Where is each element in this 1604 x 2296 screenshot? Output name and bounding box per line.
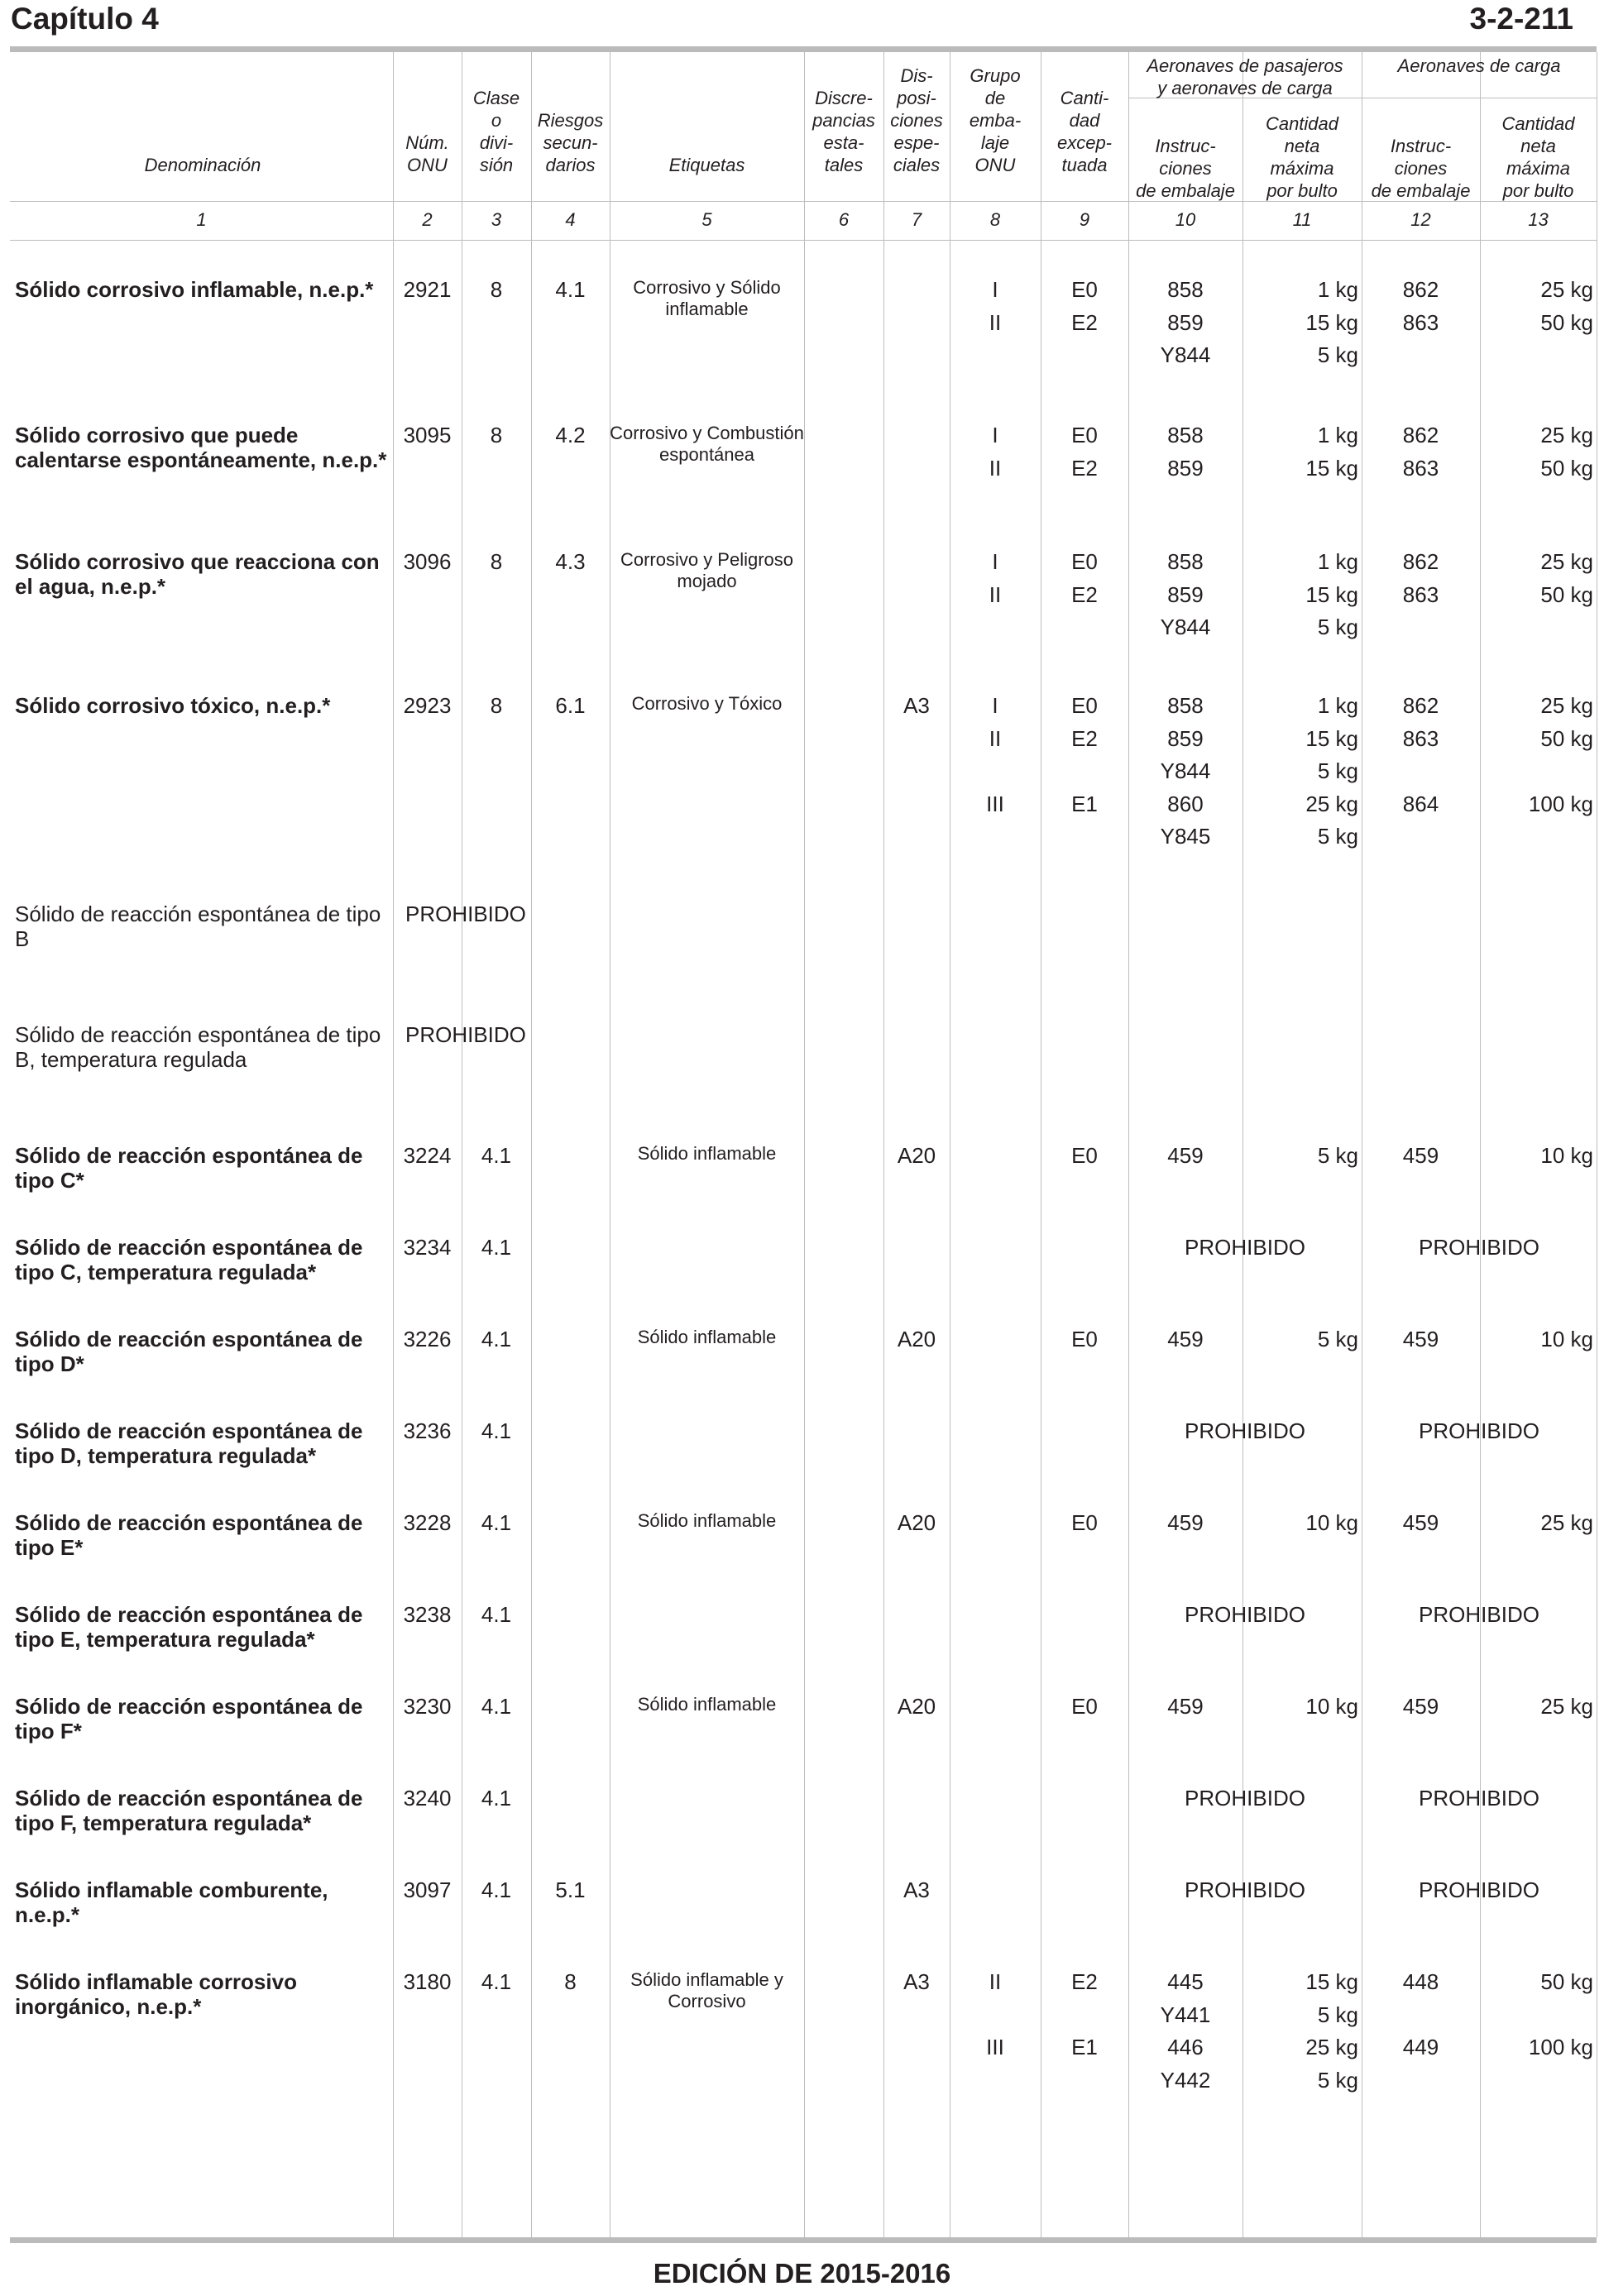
- col-header-etiquetas: Etiquetas: [668, 155, 745, 175]
- special-provision: A20: [897, 1143, 936, 1168]
- column-number: 3: [491, 209, 502, 230]
- cargo-packing-instruction: 459: [1402, 1694, 1439, 1719]
- pax-packing-instruction: 459: [1167, 1694, 1204, 1719]
- un-number: 3096: [403, 549, 452, 574]
- top-rule: [10, 46, 1597, 52]
- entry-name: Sólido corrosivo que puede calentarse espontáneamente, n.e.p.*: [15, 423, 387, 472]
- cargo-packing-instruction: 863: [1402, 309, 1439, 335]
- un-number: 2921: [403, 277, 452, 302]
- pax-packing-instruction: 445: [1167, 1969, 1204, 1994]
- pax-packing-instruction: 459: [1167, 1510, 1204, 1535]
- col-header-cantidad-exceptuada: Canti- dad excep- tuada: [1056, 88, 1113, 175]
- un-number: 3236: [403, 1418, 452, 1443]
- cargo-packing-instruction: 863: [1402, 581, 1439, 607]
- pax-max-net-qty: 10 kg: [1305, 1694, 1358, 1719]
- packing-group: I: [992, 693, 998, 718]
- cargo-packing-instruction: 864: [1402, 791, 1439, 816]
- cargo-max-net-qty: 25 kg: [1540, 1694, 1593, 1719]
- entry-name: Sólido corrosivo inflamable, n.e.p.*: [15, 277, 374, 302]
- pax-max-net-qty: 5 kg: [1317, 2067, 1358, 2093]
- row-divider: [10, 240, 1597, 241]
- pax-forbidden-text: PROHIBIDO: [1185, 1418, 1305, 1443]
- pax-packing-instruction: 859: [1167, 581, 1204, 607]
- class-division: 4.1: [481, 1327, 512, 1351]
- col-header-denominacion: Denominación: [144, 155, 261, 175]
- cargo-forbidden-text: PROHIBIDO: [1419, 1235, 1539, 1260]
- cargo-forbidden-text: PROHIBIDO: [1419, 1418, 1539, 1443]
- pax-packing-instruction: 859: [1167, 309, 1204, 335]
- class-division: 4.1: [481, 1786, 512, 1810]
- special-provision: A3: [903, 1969, 930, 1994]
- class-division: 4.1: [481, 1235, 512, 1260]
- excepted-quantity: E2: [1071, 581, 1098, 607]
- pax-packing-instruction: 459: [1167, 1327, 1204, 1351]
- cargo-max-net-qty: 50 kg: [1540, 1969, 1593, 1994]
- cargo-packing-instruction: 448: [1402, 1969, 1439, 1994]
- forbidden-text: PROHIBIDO: [405, 1022, 526, 1047]
- excepted-quantity: E2: [1071, 1969, 1098, 1994]
- cargo-max-net-qty: 50 kg: [1540, 725, 1593, 751]
- column-number: 13: [1528, 209, 1549, 230]
- excepted-quantity: E0: [1071, 1327, 1098, 1351]
- pax-forbidden-text: PROHIBIDO: [1185, 1877, 1305, 1902]
- entry-name: Sólido inflamable corrosivo inorgánico, n.e.p.*: [15, 1969, 297, 2019]
- page-number: 3-2-211: [1469, 2, 1573, 36]
- excepted-quantity: E1: [1071, 2035, 1098, 2059]
- column-divider: [1128, 52, 1129, 2237]
- pax-packing-instruction: Y442: [1160, 2067, 1211, 2093]
- special-provision: A3: [903, 1877, 930, 1902]
- packing-group: I: [992, 277, 998, 302]
- col-header-pasajeros-group: Aeronaves de pasajeros y aeronaves de carga: [1147, 55, 1343, 98]
- un-number: 3228: [403, 1510, 452, 1535]
- pax-max-net-qty: 5 kg: [1317, 2002, 1358, 2027]
- class-division: 4.1: [481, 1969, 512, 1994]
- forbidden-text: PROHIBIDO: [405, 902, 526, 926]
- pax-packing-instruction: Y844: [1160, 615, 1211, 639]
- pax-max-net-qty: 15 kg: [1305, 581, 1358, 607]
- entry-name: Sólido de reacción espontánea de tipo D, temperatura regulada*: [15, 1418, 363, 1468]
- cargo-max-net-qty: 25 kg: [1540, 549, 1593, 574]
- column-divider: [531, 52, 532, 2237]
- hazard-label: Corrosivo y Sólido inflamable: [633, 277, 781, 319]
- pax-max-net-qty: 15 kg: [1305, 309, 1358, 335]
- excepted-quantity: E0: [1071, 423, 1098, 447]
- cargo-max-net-qty: 100 kg: [1528, 791, 1593, 816]
- cargo-packing-instruction: 862: [1402, 277, 1439, 302]
- hazard-label: Sólido inflamable: [637, 1510, 777, 1531]
- class-division: 4.1: [481, 1694, 512, 1719]
- chapter-title: Capítulo 4: [11, 2, 159, 36]
- excepted-quantity: E2: [1071, 725, 1098, 751]
- bottom-rule: [10, 2237, 1597, 2243]
- cargo-forbidden-text: PROHIBIDO: [1419, 1786, 1539, 1810]
- un-number: 3234: [403, 1235, 452, 1260]
- hazard-label: Sólido inflamable: [637, 1143, 777, 1164]
- pax-packing-instruction: Y845: [1160, 824, 1211, 849]
- pax-packing-instruction: 858: [1167, 549, 1204, 574]
- excepted-quantity: E0: [1071, 1143, 1098, 1168]
- class-division: 8: [490, 549, 503, 574]
- entry-name: Sólido de reacción espontánea de tipo F*: [15, 1694, 363, 1744]
- column-number: 5: [701, 209, 712, 230]
- cargo-packing-instruction: 862: [1402, 549, 1439, 574]
- class-division: 8: [490, 423, 503, 447]
- class-division: 4.1: [481, 1418, 512, 1443]
- packing-group: II: [989, 309, 1002, 335]
- pax-packing-instruction: Y441: [1160, 2002, 1211, 2027]
- pax-packing-instruction: 859: [1167, 455, 1204, 481]
- col-header-disposiciones: Dis- posi- ciones espe- ciales: [890, 65, 943, 175]
- hazard-label: Sólido inflamable y Corrosivo: [630, 1969, 783, 2011]
- un-number: 3230: [403, 1694, 452, 1719]
- cargo-max-net-qty: 50 kg: [1540, 455, 1593, 481]
- special-provision: A20: [897, 1510, 936, 1535]
- entry-name: Sólido de reacción espontánea de tipo C*: [15, 1143, 363, 1193]
- pax-packing-instruction: Y844: [1160, 342, 1211, 367]
- un-number: 3240: [403, 1786, 452, 1810]
- special-provision: A3: [903, 693, 930, 718]
- pax-packing-instruction: 459: [1167, 1143, 1204, 1168]
- subsidiary-risk: 4.2: [555, 423, 586, 447]
- column-number: 8: [989, 209, 1001, 230]
- entry-name: Sólido de reacción espontánea de tipo B, temperatura regulada: [15, 1022, 381, 1072]
- cargo-forbidden-text: PROHIBIDO: [1419, 1602, 1539, 1627]
- excepted-quantity: E0: [1071, 549, 1098, 574]
- un-number: 2923: [403, 693, 452, 718]
- col-header-num-onu: Núm. ONU: [405, 132, 449, 175]
- class-division: 4.1: [481, 1143, 512, 1168]
- un-number: 3238: [403, 1602, 452, 1627]
- cargo-max-net-qty: 25 kg: [1540, 1510, 1593, 1535]
- packing-group: I: [992, 549, 998, 574]
- cargo-packing-instruction: 459: [1402, 1327, 1439, 1351]
- pax-max-net-qty: 15 kg: [1305, 455, 1358, 481]
- hazard-label: Sólido inflamable: [637, 1327, 777, 1347]
- packing-group: I: [992, 423, 998, 447]
- entry-name: Sólido de reacción espontánea de tipo D*: [15, 1327, 363, 1376]
- pax-max-net-qty: 1 kg: [1317, 423, 1358, 447]
- excepted-quantity: E0: [1071, 1694, 1098, 1719]
- subsidiary-risk: 4.1: [555, 277, 586, 302]
- pax-max-net-qty: 10 kg: [1305, 1510, 1358, 1535]
- entry-name: Sólido de reacción espontánea de tipo E*: [15, 1510, 363, 1560]
- special-provision: A20: [897, 1327, 936, 1351]
- column-divider: [393, 52, 394, 2237]
- pax-max-net-qty: 25 kg: [1305, 791, 1358, 816]
- pax-max-net-qty: 15 kg: [1305, 725, 1358, 751]
- col-header-clase: Clase o divi- sión: [472, 88, 520, 175]
- pax-max-net-qty: 5 kg: [1317, 758, 1358, 783]
- pax-packing-instruction: 858: [1167, 277, 1204, 302]
- un-number: 3097: [403, 1877, 452, 1902]
- excepted-quantity: E0: [1071, 693, 1098, 718]
- column-number: 1: [196, 209, 207, 230]
- column-divider: [1480, 52, 1481, 2237]
- cargo-max-net-qty: 10 kg: [1540, 1143, 1593, 1168]
- cargo-packing-instruction: 862: [1402, 423, 1439, 447]
- hazard-label: Corrosivo y Tóxico: [631, 693, 783, 714]
- un-number: 3224: [403, 1143, 452, 1168]
- excepted-quantity: E2: [1071, 455, 1098, 481]
- pax-max-net-qty: 5 kg: [1317, 1327, 1358, 1351]
- pax-max-net-qty: 1 kg: [1317, 549, 1358, 574]
- class-division: 8: [490, 277, 503, 302]
- excepted-quantity: E1: [1071, 791, 1098, 816]
- cargo-packing-instruction: 862: [1402, 693, 1439, 718]
- hazard-label: Sólido inflamable: [637, 1694, 777, 1715]
- pax-packing-instruction: 859: [1167, 725, 1204, 751]
- cargo-packing-instruction: 449: [1402, 2035, 1439, 2059]
- column-number: 9: [1079, 209, 1090, 230]
- pax-max-net-qty: 5 kg: [1317, 342, 1358, 367]
- cargo-max-net-qty: 50 kg: [1540, 581, 1593, 607]
- col-header-cantidad-neta-cargo: Cantidad neta máxima por bulto: [1501, 113, 1575, 201]
- subsidiary-risk: 6.1: [555, 693, 586, 718]
- entry-name: Sólido de reacción espontánea de tipo C, temperatura regulada*: [15, 1235, 363, 1284]
- cargo-packing-instruction: 863: [1402, 725, 1439, 751]
- subsidiary-risk: 8: [564, 1969, 577, 1994]
- class-division: 8: [490, 693, 503, 718]
- hazard-label: Corrosivo y Peligroso mojado: [620, 549, 794, 591]
- excepted-quantity: E2: [1071, 309, 1098, 335]
- col-header-riesgos: Riesgos secun- darios: [537, 110, 604, 175]
- subsidiary-risk: 5.1: [555, 1877, 586, 1902]
- subsidiary-risk: 4.3: [555, 549, 586, 574]
- cargo-max-net-qty: 25 kg: [1540, 277, 1593, 302]
- entry-name: Sólido inflamable comburente, n.e.p.*: [15, 1877, 328, 1927]
- column-number: 10: [1175, 209, 1196, 230]
- pax-max-net-qty: 25 kg: [1305, 2035, 1358, 2059]
- entry-name: Sólido corrosivo que reacciona con el agua, n.e.p.*: [15, 549, 380, 599]
- pax-max-net-qty: 1 kg: [1317, 277, 1358, 302]
- cargo-max-net-qty: 25 kg: [1540, 423, 1593, 447]
- packing-group: II: [989, 581, 1002, 607]
- cargo-packing-instruction: 459: [1402, 1510, 1439, 1535]
- packing-group: III: [986, 791, 1004, 816]
- pax-packing-instruction: 860: [1167, 791, 1204, 816]
- column-number: 7: [911, 209, 922, 230]
- pax-forbidden-text: PROHIBIDO: [1185, 1786, 1305, 1810]
- pax-packing-instruction: 858: [1167, 693, 1204, 718]
- pax-max-net-qty: 15 kg: [1305, 1969, 1358, 1994]
- edition-footer: EDICIÓN DE 2015-2016: [653, 2258, 951, 2289]
- entry-name: Sólido de reacción espontánea de tipo E, temperatura regulada*: [15, 1602, 363, 1652]
- col-header-cantidad-neta-pax: Cantidad neta máxima por bulto: [1265, 113, 1339, 201]
- col-header-grupo: Grupo de emba- laje ONU: [969, 65, 1022, 175]
- entry-name: Sólido de reacción espontánea de tipo F, temperatura regulada*: [15, 1786, 363, 1835]
- pax-packing-instruction: 858: [1167, 423, 1204, 447]
- un-number: 3180: [403, 1969, 452, 1994]
- special-provision: A20: [897, 1694, 936, 1719]
- pax-max-net-qty: 5 kg: [1317, 615, 1358, 639]
- cargo-max-net-qty: 50 kg: [1540, 309, 1593, 335]
- pax-max-net-qty: 5 kg: [1317, 1143, 1358, 1168]
- column-number: 2: [422, 209, 433, 230]
- entry-name: Sólido de reacción espontánea de tipo B: [15, 902, 381, 951]
- cargo-max-net-qty: 10 kg: [1540, 1327, 1593, 1351]
- column-divider: [883, 52, 884, 2237]
- cargo-forbidden-text: PROHIBIDO: [1419, 1877, 1539, 1902]
- excepted-quantity: E0: [1071, 277, 1098, 302]
- col-header-instrucciones-pax: Instruc- ciones de embalaje: [1136, 136, 1235, 201]
- pax-forbidden-text: PROHIBIDO: [1185, 1602, 1305, 1627]
- hazard-label: Corrosivo y Combustión espontánea: [610, 423, 804, 465]
- un-number: 3226: [403, 1327, 452, 1351]
- packing-group: II: [989, 455, 1002, 481]
- entry-name: Sólido corrosivo tóxico, n.e.p.*: [15, 693, 331, 718]
- column-number: 4: [565, 209, 576, 230]
- pax-max-net-qty: 5 kg: [1317, 824, 1358, 849]
- un-number: 3095: [403, 423, 452, 447]
- column-number: 6: [838, 209, 850, 230]
- packing-group: III: [986, 2035, 1004, 2059]
- pax-max-net-qty: 1 kg: [1317, 693, 1358, 718]
- pax-packing-instruction: 446: [1167, 2035, 1204, 2059]
- class-division: 4.1: [481, 1510, 512, 1535]
- pax-packing-instruction: Y844: [1160, 758, 1211, 783]
- col-header-carga-group: Aeronaves de carga: [1397, 55, 1561, 76]
- excepted-quantity: E0: [1071, 1510, 1098, 1535]
- packing-group: II: [989, 1969, 1002, 1994]
- column-number: 12: [1410, 209, 1431, 230]
- packing-group: II: [989, 725, 1002, 751]
- cargo-packing-instruction: 863: [1402, 455, 1439, 481]
- class-division: 4.1: [481, 1602, 512, 1627]
- class-division: 4.1: [481, 1877, 512, 1902]
- pax-forbidden-text: PROHIBIDO: [1185, 1235, 1305, 1260]
- column-number: 11: [1292, 209, 1312, 230]
- col-header-instrucciones-cargo: Instruc- ciones de embalaje: [1371, 136, 1471, 201]
- cargo-packing-instruction: 459: [1402, 1143, 1439, 1168]
- cargo-max-net-qty: 25 kg: [1540, 693, 1593, 718]
- cargo-max-net-qty: 100 kg: [1528, 2035, 1593, 2059]
- col-header-discrepancias: Discre- pancias esta- tales: [812, 88, 875, 175]
